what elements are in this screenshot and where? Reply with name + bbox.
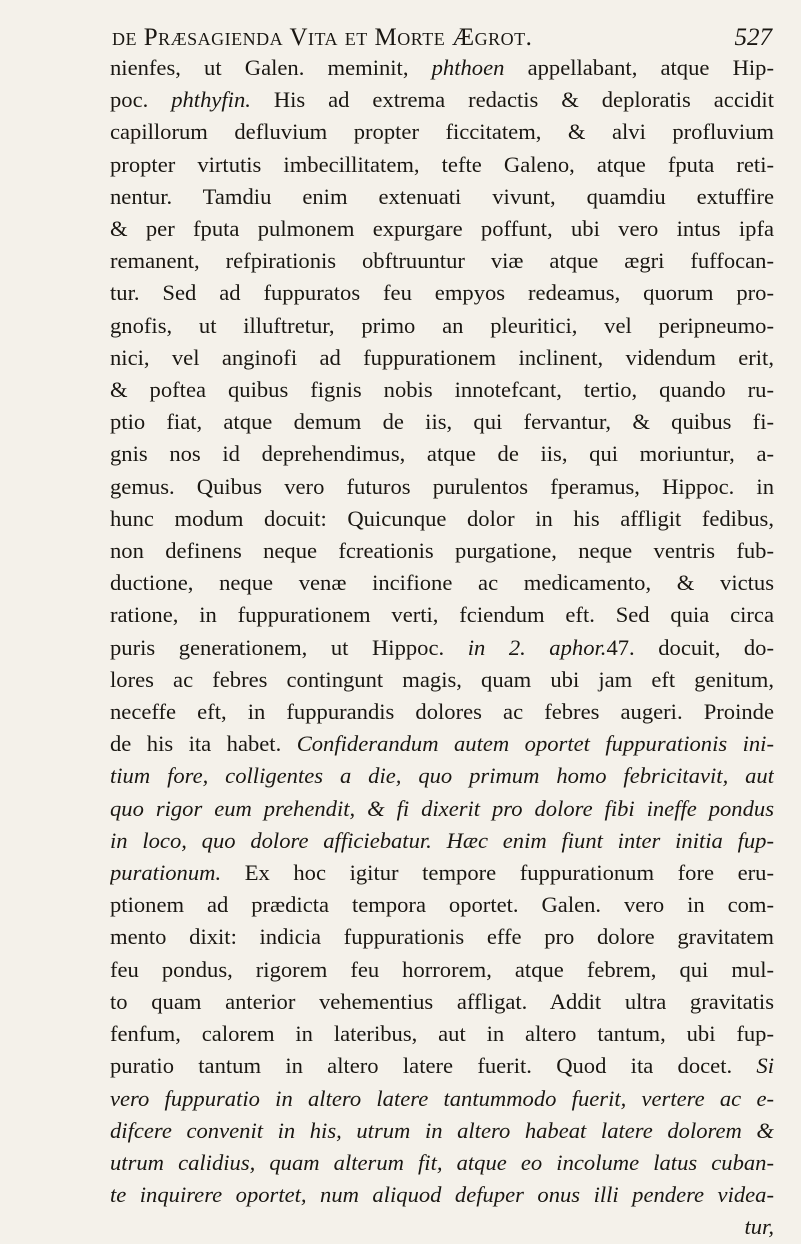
text-segment: ductione, neque venæ incifione ac medicamento, & victus	[110, 570, 774, 596]
text-segment: nici, vel anginofi ad fuppurationem inclinent, videndum erit,	[110, 344, 774, 370]
text-line	[110, 181, 774, 213]
italic-text-segment: utrum calidius, quam alterum fit, atque eo incolume latus cuban-	[110, 1149, 774, 1175]
text-line	[110, 986, 774, 1018]
italic-text-segment: quo rigor eum prehendit, & fi dixerit pro dolore fibi ineffe pondus	[110, 795, 774, 821]
text-segment: gnofis, ut illuftretur, primo an pleuritici, vel peripneumo-	[110, 312, 774, 338]
text-segment: His ad extrema redactis & deploratis accidit	[250, 87, 774, 113]
text-line	[110, 632, 774, 664]
text-segment: poc.	[110, 87, 172, 113]
italic-text-segment: tur,	[744, 1214, 774, 1240]
text-segment: fenfum, calorem in lateribus, aut in altero tantum, ubi fup-	[110, 1021, 774, 1047]
text-line	[110, 921, 774, 953]
text-line	[110, 277, 774, 309]
text-segment: gemus. Quibus vero futuros purulentos fperamus, Hippoc. in	[110, 473, 774, 499]
italic-text-segment: Confiderandum autem oportet fuppurationis ini-	[296, 731, 774, 757]
text-line	[110, 857, 774, 889]
text-line	[110, 825, 774, 857]
page-number: 527	[734, 24, 772, 51]
text-line	[110, 1018, 774, 1050]
text-line	[110, 889, 774, 921]
text-segment: non definens neque fcreationis purgatione, neque ventris fub-	[110, 538, 774, 564]
text-segment: nienfes, ut Galen. meminit,	[110, 55, 432, 80]
text-line	[110, 728, 774, 760]
text-segment: de his ita habet.	[110, 731, 297, 757]
text-line	[110, 310, 774, 342]
text-line	[110, 1179, 774, 1211]
text-line	[110, 1050, 774, 1082]
text-segment: neceffe eft, in fuppurandis dolores ac febres augeri. Proinde	[110, 699, 774, 725]
text-line	[110, 116, 774, 148]
text-segment: puris generationem, ut Hippoc.	[110, 634, 468, 660]
text-segment: 47. docuit, do-	[606, 634, 774, 660]
text-line	[110, 84, 774, 116]
text-line	[110, 664, 774, 696]
body-text	[110, 52, 774, 1244]
text-line	[110, 149, 774, 181]
text-segment: to quam anterior vehementius affligat. Addit ultra gravitatis	[110, 988, 774, 1014]
text-segment: gnis nos id deprehendimus, atque de iis, qui moriuntur, a-	[110, 441, 774, 467]
text-line	[110, 52, 774, 84]
italic-text-segment: difcere convenit in his, utrum in altero habeat latere dolorem &	[110, 1117, 774, 1143]
text-line	[110, 760, 774, 792]
text-line	[110, 503, 774, 535]
italic-text-segment: in 2. aphor.	[467, 634, 607, 660]
italic-text-segment: phthoen	[431, 55, 505, 80]
text-segment: hunc modum docuit: Quicunque dolor in his affligit fedibus,	[110, 505, 774, 531]
text-line	[110, 342, 774, 374]
text-segment: tur. Sed ad fuppuratos feu empyos redeamus, quorum pro-	[110, 280, 774, 306]
text-segment: feu pondus, rigorem feu horrorem, atque febrem, qui mul-	[110, 956, 774, 982]
running-head	[112, 20, 772, 52]
running-title: de Præsagienda Vita et Morte Ægrot.	[112, 24, 533, 51]
italic-text-segment: vero fuppuratio in altero latere tantummodo fuerit, vertere ac e-	[110, 1085, 774, 1111]
text-segment: ptio fiat, atque demum de iis, qui fervantur, & quibus fi-	[110, 409, 774, 435]
italic-text-segment: purationum.	[110, 860, 222, 886]
text-line	[110, 696, 774, 728]
italic-text-segment: in loco, quo dolore afficiebatur. Hæc enim fiunt inter initia fup-	[110, 827, 774, 853]
text-line	[110, 374, 774, 406]
italic-text-segment: tium fore, colligentes a die, quo primum homo febricitavit, aut	[110, 763, 774, 789]
text-line	[110, 1115, 774, 1147]
text-segment: & poftea quibus fignis nobis innotefcant, tertio, quando ru-	[110, 377, 774, 403]
text-segment: propter virtutis imbecillitatem, tefte Galeno, atque fputa reti-	[110, 151, 774, 177]
text-line	[110, 793, 774, 825]
italic-text-segment: phthyfin.	[171, 87, 251, 113]
text-segment: lores ac febres contingunt magis, quam ubi jam eft genitum,	[110, 666, 774, 692]
text-line	[110, 213, 774, 245]
text-line	[110, 535, 774, 567]
text-line	[110, 567, 774, 599]
text-segment: puratio tantum in altero latere fuerit. Quod ita docet.	[110, 1053, 757, 1079]
text-segment: mento dixit: indicia fuppurationis effe pro dolore gravitatem	[110, 924, 774, 950]
text-segment: & per fputa pulmonem expurgare poffunt, ubi vero intus ipfa	[110, 216, 774, 242]
text-line	[110, 1211, 774, 1243]
text-line	[110, 1083, 774, 1115]
text-segment: capillorum defluvium propter ficcitatem, & alvi profluvium	[110, 119, 774, 145]
text-segment: ratione, in fuppurationem verti, fciendum eft. Sed quia circa	[110, 602, 774, 628]
text-segment: ptionem ad prædicta tempora oportet. Galen. vero in com-	[110, 892, 774, 918]
italic-text-segment: Si	[756, 1053, 774, 1079]
text-segment: remanent, refpirationis obftruuntur viæ atque ægri fuffocan-	[110, 248, 774, 274]
text-line	[110, 599, 774, 631]
text-line	[110, 406, 774, 438]
text-line	[110, 245, 774, 277]
text-line	[110, 954, 774, 986]
text-segment: Ex hoc igitur tempore fuppurationum fore eru-	[221, 860, 774, 886]
text-segment: nentur. Tamdiu enim extenuati vivunt, quamdiu extuffire	[110, 183, 774, 209]
text-line	[110, 1147, 774, 1179]
text-line	[110, 471, 774, 503]
text-segment: appellabant, atque Hip-	[504, 55, 774, 80]
italic-text-segment: te inquirere oportet, num aliquod defuper onus illi pendere videa-	[110, 1182, 774, 1208]
text-line	[110, 438, 774, 470]
